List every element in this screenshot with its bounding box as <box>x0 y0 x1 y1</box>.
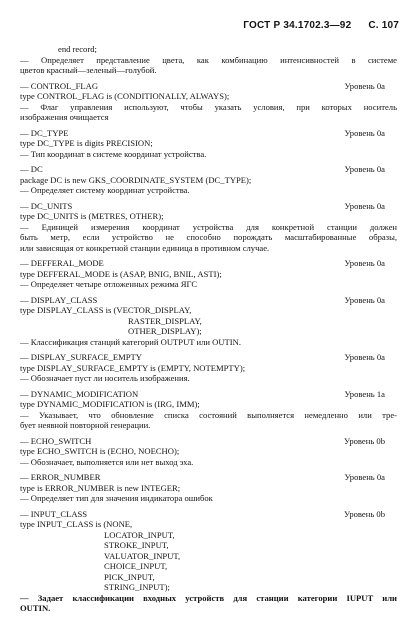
text-line <box>20 337 397 348</box>
line-text: VALUATOR_INPUT, <box>104 550 181 561</box>
level-label: Уровень 0a <box>344 80 385 91</box>
line-text: — Обозначает пуст ли носитель изображения. <box>20 373 190 383</box>
level-label: Уровень 0b <box>343 508 385 519</box>
text-line <box>20 410 397 421</box>
line-text: type DC_UNITS is (METRES, OTHER); <box>20 211 164 221</box>
line-text: PICK_INPUT, <box>104 571 155 582</box>
section-heading <box>20 164 397 175</box>
section-heading <box>20 295 397 306</box>
line-text: — Определяет четыре отложенных режима ЯГС <box>20 279 198 289</box>
text-line <box>20 222 397 233</box>
line-text: — DC_TYPE <box>20 127 69 138</box>
level-label: Уровень 0a <box>344 127 385 138</box>
line-text: OUTIN. <box>20 603 51 613</box>
line-text: CHOICE_INPUT, <box>104 561 168 571</box>
line-text: изображения очищается <box>20 112 109 122</box>
text-line <box>20 44 397 55</box>
line-text: — Определяет тип для значения индикатора ошибок <box>20 493 213 503</box>
level-label: Уровень 0a <box>344 200 385 211</box>
level-label: Уровень 1a <box>344 388 385 399</box>
line-text: type INPUT_CLASS is (NONE, <box>20 519 133 529</box>
text-line <box>20 457 397 468</box>
line-text: быть метр, если устройство не способно порождать масштабированные образы, <box>20 232 397 242</box>
text-line <box>20 91 397 102</box>
line-text: — DC_UNITS <box>20 200 73 211</box>
text-line <box>20 363 397 374</box>
line-text: type DEFFERAL_MODE is (ASAP, BNIG, BNIL, ASTI); <box>20 268 222 279</box>
line-text: — ECHO_SWITCH <box>20 435 92 446</box>
line-text: или зависящая от конкретной станции единица в противном случае. <box>20 242 270 253</box>
section-heading <box>20 472 397 483</box>
text-line <box>20 279 397 290</box>
text-line <box>20 65 397 76</box>
line-text: STRING_INPUT); <box>104 582 170 592</box>
text-line <box>20 530 397 541</box>
text-line <box>20 269 397 280</box>
text-line <box>20 185 397 196</box>
section-heading <box>20 352 397 363</box>
line-text: — DC <box>20 164 43 174</box>
page-header <box>243 20 399 31</box>
text-line <box>20 175 397 186</box>
text-line <box>20 138 397 149</box>
line-text: package DC is new GKS_COORDINATE_SYSTEM (DC_TYPE); <box>20 174 252 185</box>
text-line <box>20 540 397 551</box>
text-line <box>20 149 397 160</box>
level-label: Уровень 0a <box>344 472 385 482</box>
line-text: — ERROR_NUMBER <box>20 472 101 482</box>
level-label: Уровень 0a <box>344 294 385 305</box>
line-text: — DYNAMIC_MODIFICATION <box>20 388 139 399</box>
text-line <box>20 519 397 530</box>
line-text: RASTER_DISPLAY, <box>128 315 202 326</box>
line-text: — Единицей измерения координат устройства для конкретной станции должен <box>20 221 397 232</box>
line-text: — DISPLAY_CLASS <box>20 294 98 305</box>
text-line <box>20 420 397 431</box>
line-text: цветов красный—зеленый—голубой. <box>20 65 157 75</box>
line-text: — Флаг управления используют, чтобы указать условия, при которых носитель <box>20 101 397 112</box>
text-line <box>20 102 397 113</box>
text-line <box>20 483 397 494</box>
section-heading <box>20 201 397 212</box>
section-heading <box>20 389 397 400</box>
text-line <box>20 232 397 243</box>
text-line <box>20 316 397 327</box>
level-label: Уровень 0a <box>344 258 385 268</box>
text-line <box>20 326 397 337</box>
line-text: — INPUT_CLASS <box>20 508 88 519</box>
text-line <box>20 112 397 123</box>
text-line <box>20 211 397 222</box>
line-text: OTHER_DISPLAY); <box>128 326 202 336</box>
line-text: end record; <box>58 44 97 54</box>
text-line <box>20 582 397 593</box>
line-text: — Тип координат в системе координат устройства. <box>20 148 207 159</box>
section-heading <box>20 258 397 269</box>
line-text: type ECHO_SWITCH is (ECHO, NOECHO); <box>20 446 180 456</box>
line-text: — CONTROL_FLAG <box>20 80 99 91</box>
section-heading <box>20 436 397 447</box>
line-text: type is ERROR_NUMBER is new INTEGER; <box>20 482 181 493</box>
text-line <box>20 493 397 504</box>
section-heading <box>20 81 397 92</box>
document-body <box>20 44 397 614</box>
text-line <box>20 561 397 572</box>
line-text: — Определяет систему координат устройства. <box>20 185 190 195</box>
line-text: STROKE_INPUT, <box>104 540 169 550</box>
section-heading <box>20 128 397 139</box>
text-line <box>20 603 397 614</box>
text-line <box>20 399 397 410</box>
line-text: type DYNAMIC_MODIFICATION is (IRG, IMM); <box>20 399 200 409</box>
level-label: Уровень 0a <box>344 164 385 174</box>
line-text: — Задает классификации входных устройств для станции категории IUPUT или <box>20 592 397 603</box>
text-line <box>20 446 397 457</box>
line-text: — Указывает, что обновление списка состояний выполняется немедленно или тре- <box>20 409 397 420</box>
line-text: — DEFFERAL_MODE <box>20 258 104 268</box>
line-text: — Классификация станций категорий OUTPUT или OUTIN. <box>20 336 242 347</box>
line-text: type DISPLAY_SURFACE_EMPTY is (EMPTY, NOTEMPTY); <box>20 362 246 373</box>
text-line <box>20 373 397 384</box>
line-text: type DC_TYPE is digits PRECISION; <box>20 138 153 148</box>
text-line <box>20 551 397 562</box>
text-line <box>20 593 397 604</box>
line-text: — Определяет представление цвета, как комбинацию интенсивностей в системе <box>20 54 397 65</box>
line-text: бует неявной повторной генерации. <box>20 420 151 430</box>
level-label: Уровень 0a <box>344 352 385 362</box>
line-text: type CONTROL_FLAG is (CONDITIONALLY, ALWAYS); <box>20 91 230 101</box>
page-number: С. 107 <box>368 20 399 31</box>
line-text: — DISPLAY_SURFACE_EMPTY <box>20 352 143 362</box>
line-text: LOCATOR_INPUT, <box>104 529 175 540</box>
line-text: type DISPLAY_CLASS is (VECTOR_DISPLAY, <box>20 305 192 315</box>
line-text: — Обозначает, выполняется или нет выход эха. <box>20 456 194 467</box>
text-line <box>20 305 397 316</box>
text-line <box>20 243 397 254</box>
text-line <box>20 572 397 583</box>
standard-number: ГОСТ Р 34.1702.3—92 <box>243 20 352 31</box>
text-line <box>20 55 397 66</box>
section-heading <box>20 509 397 520</box>
level-label: Уровень 0b <box>343 435 385 446</box>
